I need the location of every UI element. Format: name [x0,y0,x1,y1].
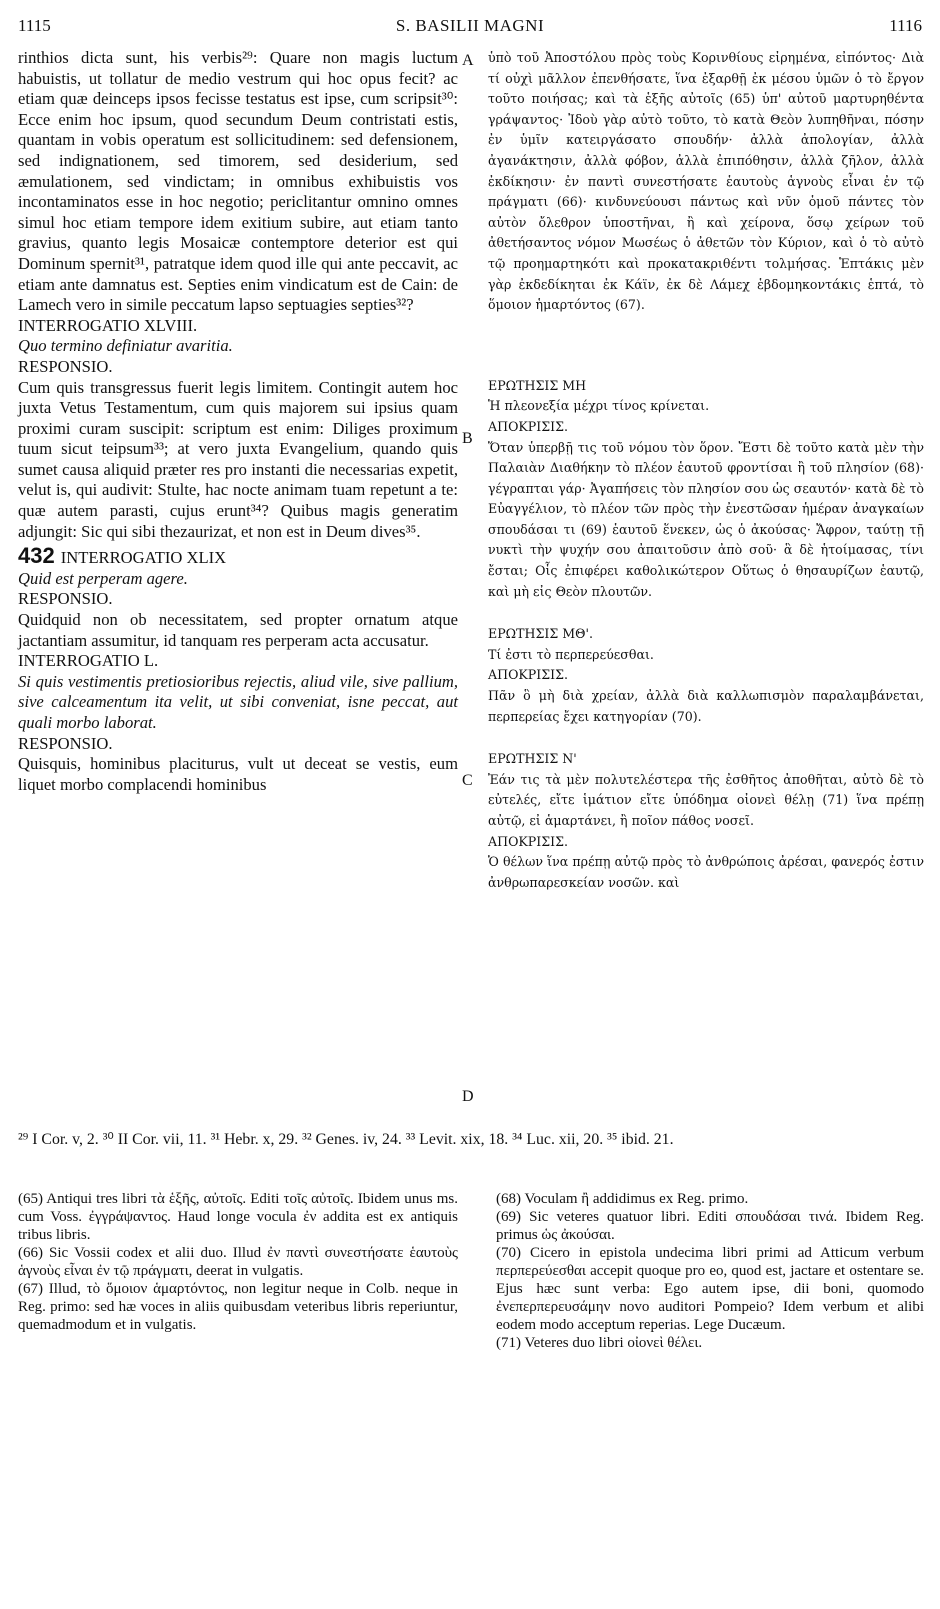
latin-column [18,48,458,795]
note-67: (67) Illud, τὸ ὅμοιον ἁμαρτόντος, non legitur neque in Colb. neque in Reg. primo: sed hæ voces in aliis quibusdam veteribus libris reperiuntur, quemadmodum et in vulgatis. [18,1281,458,1333]
latin-q48-text: Cum quis transgressus fuerit legis limitem. Contingit autem hoc juxta Vetus Testamentum, cum quis majorem sui ipsius quam proximi curam suscipit: scriptum est enim: Diliges proximum tuum sicut teipsum³³; at vero juxta Evangelium, quando quis sumet causa aliquid præter res pro instanti die necessarias expetit, velut is, qui audivit: Stulte, hac nocte animam tuam repetunt a te: quæ autem parasti, cujus erunt³⁴? Quibus magis generatim adjungit: Sic qui sibi thezaurizat, et non est in Deum dives³⁵. [18,377,458,541]
latin-q49-text: Quidquid non ob necessitatem, sed propter ornatum atque jactantiam assumitur, id tanquam res perperam acta accusatur. [18,610,458,650]
greek-q50-apokrisis: ΑΠΟΚΡΙΣΙΣ. [488,833,569,849]
greek-q50-title: ΕΡΩΤΗΣΙΣ Ν' [488,751,577,767]
latin-q50-responsio: RESPONSIO. [18,733,113,753]
critical-notes-left [18,1190,458,1334]
latin-q49-responsio: RESPONSIO. [18,589,113,609]
greek-q49-subtitle: Τί ἐστι τὸ περπερεύεσθαι. [488,646,654,662]
running-header [18,16,922,38]
latin-q48-subtitle: Quo termino definiatur avaritia. [18,336,233,356]
scripture-footnotes: ²⁹ I Cor. v, 2. ³⁰ II Cor. vii, 11. ³¹ Hebr. x, 29. ³² Genes. iv, 24. ³³ Levit. xix, 18. ³⁴ Luc. xii, 20. ³⁵ ibid. 21. [18,1131,674,1148]
greek-q49-apokrisis: ΑΠΟΚΡΙΣΙΣ. [488,667,569,683]
greek-column [488,48,924,893]
note-68: (68) Voculam ἢ addidimus ex Reg. primo. [496,1191,749,1207]
greek-q50-subtitle: Ἐάν τις τὰ μὲν πολυτελέστερα τῆς ἐσθῆτος ἀποθῆται, αὐτὸ δὲ τὸ εὐτελές, εἴτε ἱμάτιον εἴτε ὑπόδημα οἰονεὶ θέλῃ (71) ἵνα πρέπῃ αὐτῷ, εἰ ἁμαρτάνει, ἢ ποῖον πάθος νοσεῖ. [488,771,924,828]
margin-letter-b: B [462,430,473,447]
latin-q48-responsio: RESPONSIO. [18,356,113,376]
greek-q49-title: ΕΡΩΤΗΣΙΣ ΜΘ'. [488,626,593,642]
margin-letter-c: C [462,772,473,789]
note-69: (69) Sic veteres quatuor libri. Editi σπουδάσαι τινά. Ibidem Reg. primus ὡς ἀκούσαι. [496,1209,924,1243]
latin-q50-title: INTERROGATIO L. [18,651,159,671]
note-66: (66) Sic Vossii codex et alii duo. Illud ἐν παντὶ συνεστήσατε ἑαυτοὺς ἁγνοὺς εἶναι ἐν τῷ πράγματι, deerat in vulgatis. [18,1245,458,1279]
critical-notes-right [496,1190,924,1352]
latin-q49-heading [18,543,458,569]
greek-q49-text: Πᾶν ὃ μὴ διὰ χρείαν, ἀλλὰ διὰ καλλωπισμὸν παραλαμβάνεται, περπερείας ἔχει κατηγορίαν (70). [488,688,924,724]
margin-letter-a: A [462,52,474,69]
note-65: (65) Antiqui tres libri τὰ ἑξῆς, αὐτοῖς. Editi τοῖς αὐτοῖς. Ibidem unus ms. cum Voss. ἐγγράψαντος. Haud longe vocula ἐν addita est ex antiquis tribus libris. [18,1191,458,1243]
note-71: (71) Veteres duo libri οἰονεὶ θέλει. [496,1335,703,1351]
greek-q48-subtitle: Ἡ πλεονεξία μέχρι τίνος κρίνεται. [488,398,710,414]
running-title: S. BASILII MAGNI [395,16,545,35]
latin-q50-text: Quisquis, hominibus placiturus, vult ut deceat se vestis, eum liquet morbo complacendi hominibus [18,754,458,794]
page-number-left: 1115 [18,16,51,35]
margin-letter-d: D [462,1088,474,1105]
latin-q50-subtitle: Si quis vestimentis pretiosioribus rejectis, aliud vile, sive pallium, sive calceamentum ita velit, ut sibi conveniat, isne peccat, aut quali morbo laborat. [18,671,458,732]
greek-q48-apokrisis: ΑΠΟΚΡΙΣΙΣ. [488,418,569,434]
latin-paragraph-opening: rinthios dicta sunt, his verbis²⁹: Quare non magis luctum habuistis, ut tollatur de medio vestrum qui hoc opus fecit? ac etiam quæ deinceps ipsos fecisse testatus est ipse, cum scripsit³⁰: Ecce enim hoc ipsum, quod secundum Deum contristati estis, quantam in vobis operatum est sollicitudinem: sed defensionem, sed indignationem, sed timorem, sed desiderium, sed æmulationem, sed vindictam; in omnibus exhibuistis vos incontaminatos esse in hoc negotio; periclitantur omnino omnes simul hoc etiam tempore idem exitium subire, aut etiam tanto gravius, quanto legis Mosaicæ contemptore deterior est qui Dominum spernit³¹, patratque idem quod ille qui ante peccavit, ac etiam ante damnatus est. Septies enim vindicatum est de Cain: de Lamech vero in simile peccatum lapso septuagies septies³²? [18,48,458,315]
note-70: (70) Cicero in epistola undecima libri primi ad Atticum verbum περπερεύεσθαι accepit quoque pro eo, quod est, jactare et ostentare se. Ejus hæc sunt verba: Ego autem ipse, dii boni, quomodo ἐνεπερπερευσάμην novo auditori Pompeio? Idem verbum et alibi eodem modo acceptum reperias. Lege Ducæum. [496,1245,924,1333]
page-number-right: 1116 [889,16,922,35]
latin-q49-subtitle: Quid est perperam agere. [18,568,188,588]
latin-q49-title: INTERROGATIO XLIX [60,548,227,568]
greek-q50-text: Ὁ θέλων ἵνα πρέπῃ αὐτῷ πρὸς τὸ ἀνθρώποις ἀρέσαι, φανερός ἐστιν ἀνθρωπαρεσκείαν νοσῶν. καὶ [488,854,924,890]
greek-q48-title: ΕΡΩΤΗΣΙΣ ΜΗ [488,377,587,393]
greek-q48-text: Ὅταν ὑπερβῇ τις τοῦ νόμου τὸν ὅρον. Ἔστι δὲ τοῦτο κατὰ μὲν τὴν Παλαιὰν Διαθήκην τὸ πλέον ἑαυτοῦ φροντίσαι ἢ τοῦ πλησίον (68)· γέγραπται γάρ· Ἀγαπήσεις τὸν πλησίον σου ὡς σεαυτόν· κατὰ δὲ τὸ Εὐαγγέλιον, τὸ πλέον τῶν πρὸς τὴν ἐνεστῶσαν ἡμέραν ἀναγκαίων σπουδάσαι τι (69) ἑαυτοῦ ἕνεκεν, ὡς ὁ ἀκούσας· Ἄφρον, ταύτῃ τῇ νυκτὶ τὴν ψυχήν σου ἀπαιτοῦσιν ἀπὸ σοῦ· ἃ δὲ ἡτοίμασας, τίνι ἔσται; Οἷς ἐπιφέρει καθολικώτερον Οὕτως ὁ θησαυρίζων ἑαυτῷ, καὶ μὴ εἰς Θεὸν πλουτῶν. [488,439,924,599]
greek-paragraph-opening: ὑπὸ τοῦ Ἀποστόλου πρὸς τοὺς Κορινθίους εἰρημένα, εἰπόντος· Διὰ τί οὐχὶ μᾶλλον ἐπενθήσατε, ἵνα ἐξαρθῇ ἐκ μέσου ὑμῶν ὁ τὸ ἔργον τοῦτο ποιήσας; καὶ τὰ ἑξῆς αὐτοῖς (65) ὑπ' αὐτοῦ μαρτυρηθέντα γράψαντος· Ἰδοὺ γὰρ αὐτὸ τοῦτο, τὸ κατὰ Θεὸν λυπηθῆναι, πόσην ἐν ὑμῖν κατειργάσατο σπουδήν· ἀλλὰ ἀπολογίαν, ἀλλὰ ἀγανάκτησιν, ἀλλὰ φόβον, ἀλλὰ ἐπιπόθησιν, ἀλλὰ ζῆλον, ἀλλὰ ἐκδίκησιν· ἐν παντὶ συνεστήσατε ἑαυτοὺς ἁγνοὺς εἶναι ἐν τῷ πράγματι (66)· κινδυνεύουσι πάντως καὶ νῦν ὁμοῦ πάντες τὸν αὐτὸν ὄλεθρον ὑποστῆναι, ἢ καὶ χείρονα, ὅσῳ χείρων τοῦ ἀθετήσαντος νόμον Μωσέως ὁ ἀθετῶν τὸν Κύριον, καὶ ὁ τὸ αὐτὸ τῷ προημαρτηκότι καὶ προκατακριθέντι τολμήσας. Ἑπτάκις μὲν γὰρ ἐκδεδίκηται ἐκ Κάϊν, ἐκ δὲ Λάμεχ ἑβδομηκοντάκις ἑπτά, τὸ ὅμοιον ἡμαρτόντος (67). [488,50,924,313]
latin-q48-title: INTERROGATIO XLVIII. [18,315,198,335]
column-number-432: 432 [18,543,55,569]
